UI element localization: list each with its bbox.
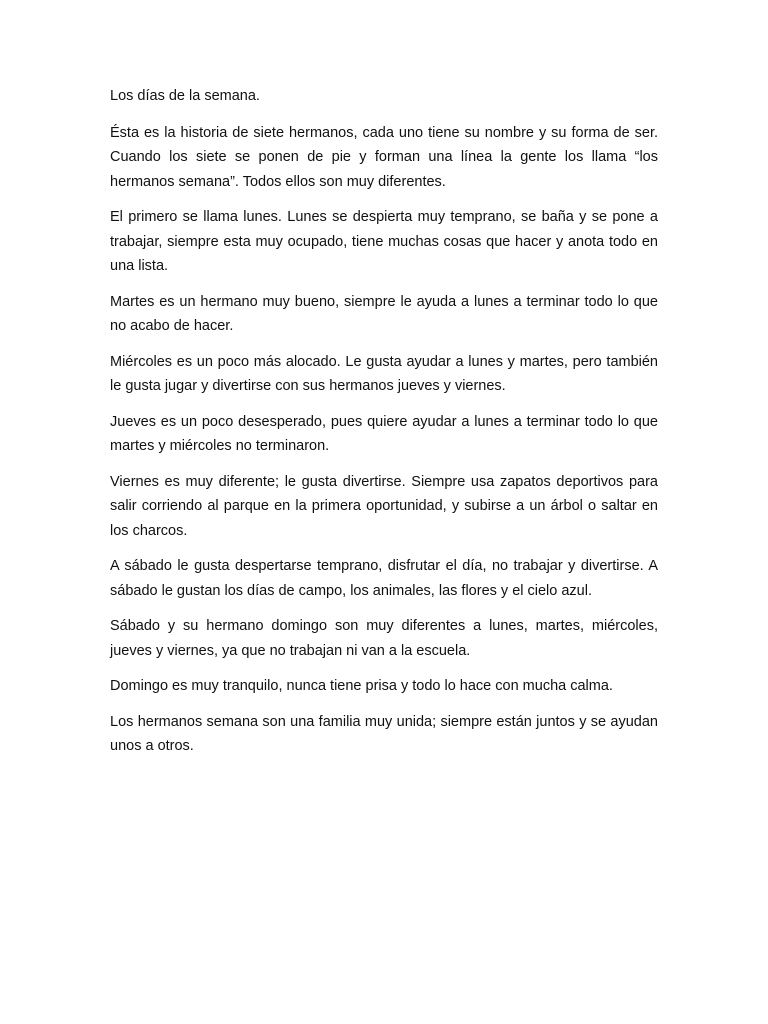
paragraph-9: Domingo es muy tranquilo, nunca tiene prisa y todo lo hace con mucha calma. bbox=[110, 678, 613, 694]
document-title: Los días de la semana. bbox=[110, 88, 260, 104]
paragraph-4: Miércoles es un poco más alocado. Le gusta ayudar a lunes y martes, pero también le gusta jugar y divertirse con sus hermanos jueves y viernes. bbox=[110, 353, 658, 394]
paragraph-6: Viernes es muy diferente; le gusta divertirse. Siempre usa zapatos deportivos para salir corriendo al parque en la primera oportunidad, y subirse a un árbol o saltar en los charcos. bbox=[110, 473, 658, 539]
paragraph-3: Martes es un hermano muy bueno, siempre le ayuda a lunes a terminar todo lo que no acabo de hacer. bbox=[110, 293, 658, 334]
paragraph-8: Sábado y su hermano domingo son muy diferentes a lunes, martes, miércoles, jueves y viernes, ya que no trabajan ni van a la escuela. bbox=[110, 618, 658, 659]
paragraph-1: Ésta es la historia de siete hermanos, cada uno tiene su nombre y su forma de ser. Cuando los siete se ponen de pie y forman una línea la gente los llama “los hermanos semana”. Todos ellos son muy diferentes. bbox=[110, 124, 658, 190]
document-page bbox=[110, 84, 658, 770]
paragraph-2: El primero se llama lunes. Lunes se despierta muy temprano, se baña y se pone a trabajar, siempre esta muy ocupado, tiene muchas cosas que hacer y anota todo en una lista. bbox=[110, 209, 658, 274]
paragraph-10: Los hermanos semana son una familia muy unida; siempre están juntos y se ayudan unos a otros. bbox=[110, 713, 658, 754]
paragraph-5: Jueves es un poco desesperado, pues quiere ayudar a lunes a terminar todo lo que martes y miércoles no terminaron. bbox=[110, 413, 658, 454]
paragraph-7: A sábado le gusta despertarse temprano, disfrutar el día, no trabajar y divertirse. A sábado le gustan los días de campo, los animales, las flores y el cielo azul. bbox=[110, 558, 658, 599]
